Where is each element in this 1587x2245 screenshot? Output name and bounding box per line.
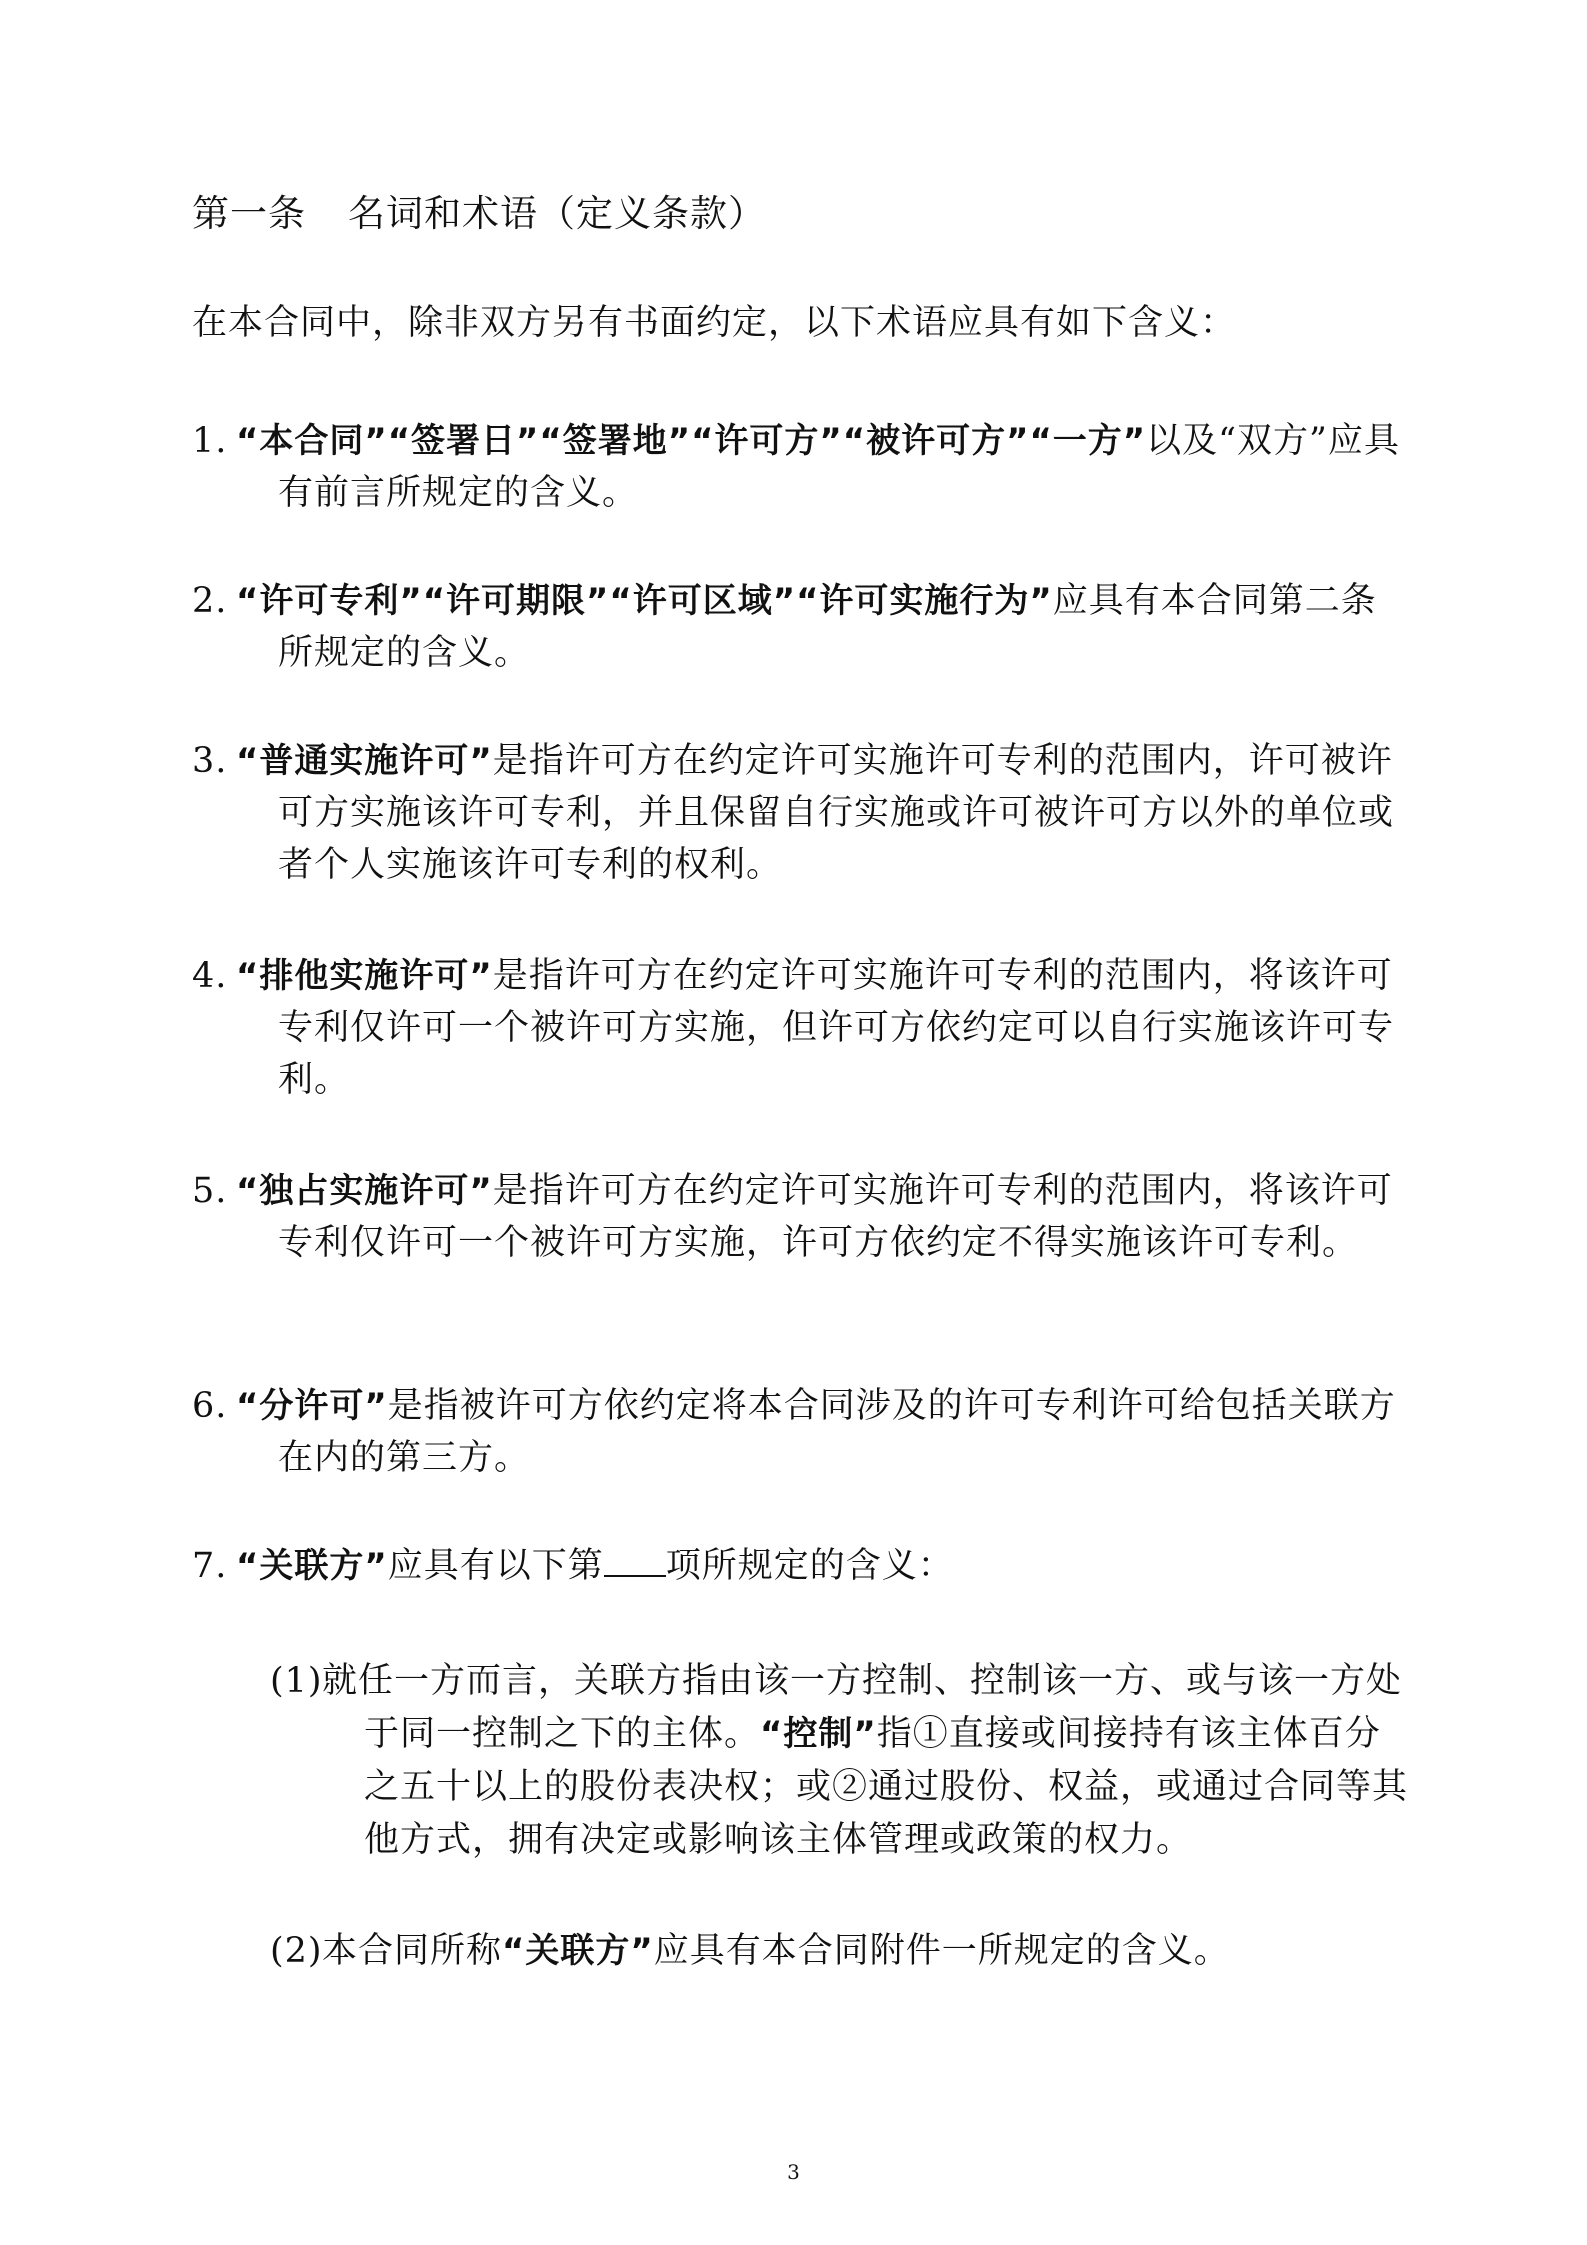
sub-item-text: 应具有本合同附件一所规定的含义。 (653, 1931, 1230, 1971)
defined-term: “关联方” (236, 1546, 388, 1586)
sub-item-text: 就任一方而言，关联方指由该一方控制、控制该一方、或与该一方处于同一控制之下的主体。 (322, 1661, 1403, 1754)
intro-paragraph: 在本合同中，除非双方另有书面约定，以下术语应具有如下含义： (192, 303, 1237, 343)
article-title: 名词和术语（定义条款） (348, 192, 766, 235)
definition-text: 是指许可方在约定许可实施许可专利的范围内，将该许可专利仅许可一个被许可方实施，但许可方依约定可以自行实施该许可专利。 (278, 956, 1395, 1100)
fill-in-blank (604, 1545, 666, 1577)
defined-term: “排他实施许可” (236, 956, 493, 996)
defined-term: “关联方” (502, 1931, 654, 1971)
item-number: 1. (192, 421, 228, 461)
sub-item-text: 指①直接或间接持有该主体百分之五十以上的股份表决权；或②通过股份、权益，或通过合同等其他方式，拥有决定或影响该主体管理或政策的权力。 (364, 1714, 1409, 1860)
definition-text: 是指被许可方依约定将本合同涉及的许可专利许可给包括关联方在内的第三方。 (278, 1386, 1396, 1478)
page-number: 3 (787, 2160, 800, 2184)
sub-item-number: (2) (270, 1931, 323, 1971)
sub-item-number: (1) (270, 1661, 323, 1701)
item-number: 6. (192, 1386, 228, 1426)
definition-item (192, 950, 1407, 1106)
definition-text: 应具有以下第 (387, 1546, 604, 1586)
article-heading (192, 190, 766, 238)
item-number: 2. (192, 581, 228, 621)
defined-term: “控制” (760, 1714, 877, 1754)
definition-text: 是指许可方在约定许可实施许可专利的范围内，将该许可专利仅许可一个被许可方实施，许可方依约定不得实施该许可专利。 (278, 1171, 1393, 1263)
defined-term: “本合同”“签署日”“签署地”“许可方”“被许可方”“一方” (236, 421, 1147, 461)
article-number: 第一条 (192, 192, 306, 235)
definition-item (192, 1380, 1407, 1484)
defined-term: “普通实施许可” (236, 741, 493, 781)
item-number: 5. (192, 1171, 228, 1211)
defined-term: “许可专利”“许可期限”“许可区域”“许可实施行为” (236, 581, 1053, 621)
sub-item-text: 本合同所称 (322, 1931, 503, 1971)
definition-text: 是指许可方在约定许可实施许可专利的范围内，许可被许可方实施该许可专利，并且保留自行实施或许可被许可方以外的单位或者个人实施该许可专利的权利。 (278, 741, 1395, 885)
definition-item (192, 1540, 1407, 1592)
definition-text: 以及“双方”应具有前言所规定的含义。 (278, 421, 1400, 513)
item-number: 3. (192, 741, 228, 781)
definition-item (192, 575, 1407, 679)
definition-item (192, 415, 1407, 519)
item-number: 4. (192, 956, 228, 996)
definition-item (192, 735, 1407, 891)
sub-item (270, 1655, 1410, 1867)
definition-item (192, 1165, 1407, 1269)
definition-text: 项所规定的含义： (665, 1546, 954, 1586)
definition-text: 应具有本合同第二条所规定的含义。 (278, 581, 1377, 673)
sub-item (270, 1925, 1410, 1978)
item-number: 7. (192, 1546, 228, 1586)
defined-term: “独占实施许可” (236, 1171, 493, 1211)
defined-term: “分许可” (236, 1386, 388, 1426)
